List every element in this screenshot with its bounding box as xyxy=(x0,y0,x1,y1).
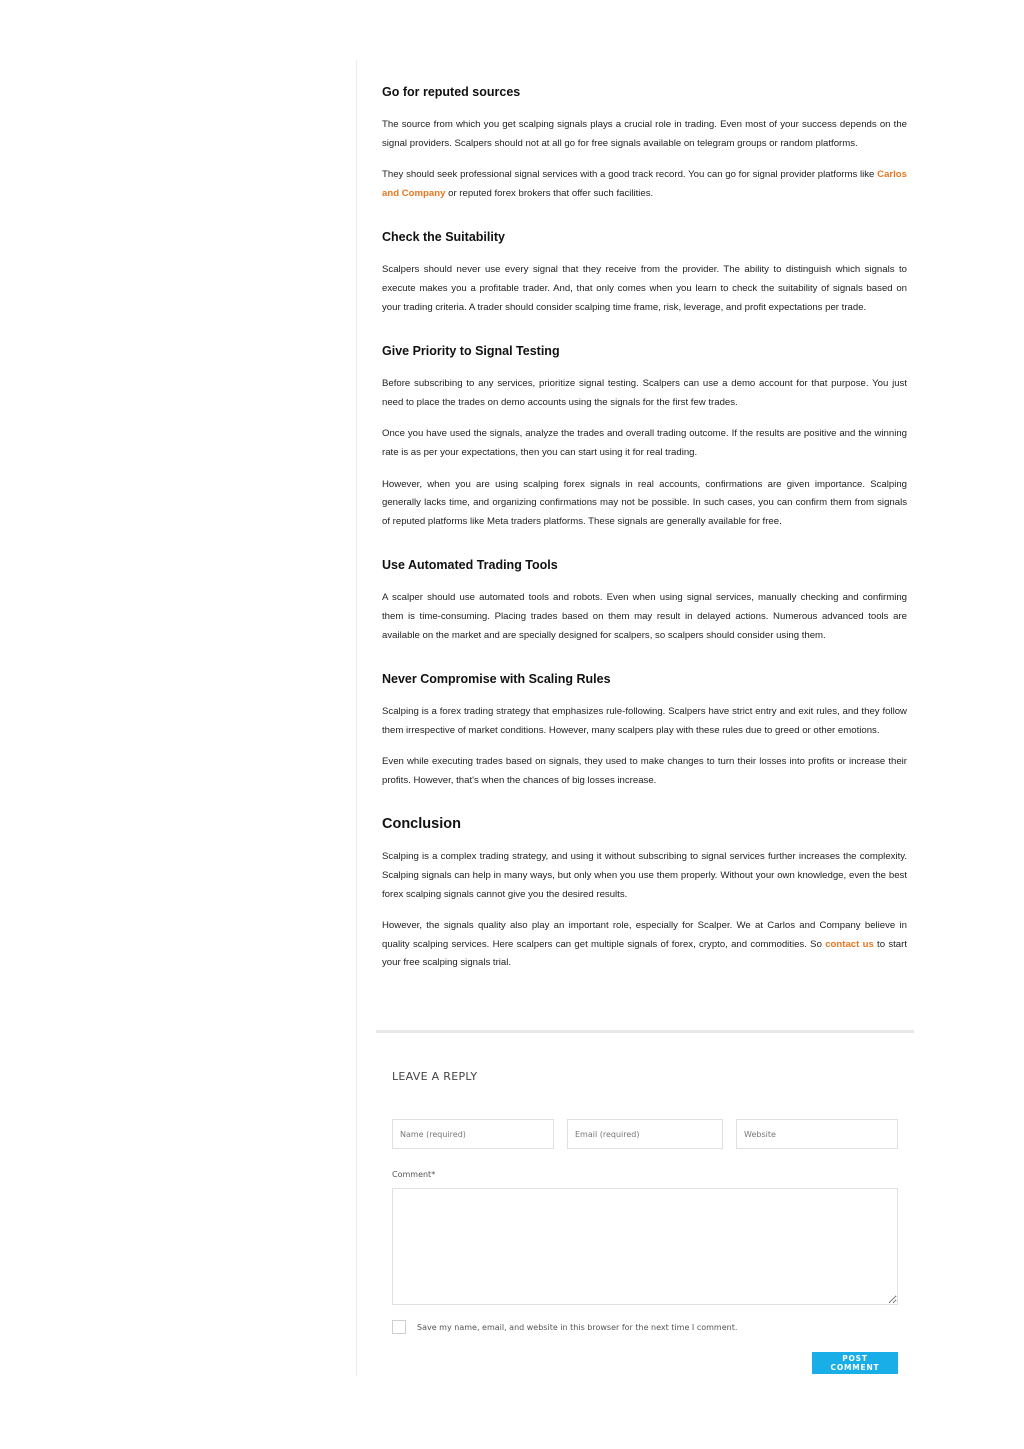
paragraph: Before subscribing to any services, prioritize signal testing. Scalpers can use a demo account for that purpose. You just need to place the trades on demo accounts using the signals for the first few trades. xyxy=(382,378,907,408)
paragraph: Scalping is a forex trading strategy that emphasizes rule-following. Scalpers have strict entry and exit rules, and they follow them irrespective of market conditions. However, many scalpers play with these rules due to greed or other emotions. xyxy=(382,706,907,736)
contact-us-link[interactable]: contact us xyxy=(825,938,874,950)
section-signal-testing xyxy=(382,337,907,531)
paragraph-text: However, the signals quality also play an important role, especially for Scalper. We at Carlos and Company believe in quality scalping services. Here scalpers can get multiple signals of forex, crypto, and commodities. So xyxy=(382,920,907,950)
section-heading: Never Compromise with Scaling Rules xyxy=(382,672,611,687)
paragraph: Even while executing trades based on signals, they used to make changes to turn their losses into profits or increase their profits. However, that's when the chances of big losses increase. xyxy=(382,756,907,786)
save-info-checkbox[interactable] xyxy=(392,1320,406,1334)
conclusion-heading: Conclusion xyxy=(382,816,461,833)
paragraph xyxy=(382,166,907,203)
section-conclusion xyxy=(382,810,907,973)
comment-label: Comment* xyxy=(392,1170,436,1179)
comment-textarea[interactable] xyxy=(392,1188,898,1305)
article-body xyxy=(382,78,907,993)
paragraph: The source from which you get scalping signals plays a crucial role in trading. Even most of your success depends on the signal providers. Scalpers should not at all go for free signals available on telegram groups or random platforms. xyxy=(382,119,907,149)
paragraph xyxy=(382,917,907,973)
paragraph: A scalper should use automated tools and robots. Even when using signal services, manually checking and confirming them is time-consuming. Placing trades based on them may result in delayed actions. Numerous advanced tools are available on the market and are specially designed for scalpers, so scalpers should consider using them. xyxy=(382,592,907,641)
reply-title: LEAVE A REPLY xyxy=(392,1070,478,1083)
paragraph-text: to start your free scalping signals trial. xyxy=(382,938,907,969)
section-check-suitability xyxy=(382,223,907,317)
section-heading: Use Automated Trading Tools xyxy=(382,558,558,573)
email-field[interactable] xyxy=(567,1119,723,1149)
article-end-divider xyxy=(376,1030,914,1033)
section-heading: Go for reputed sources xyxy=(382,85,521,99)
paragraph: Scalping is a complex trading strategy, and using it without subscribing to signal services further increases the complexity. Scalping signals can help in many ways, but only when you use them properly. Without your own knowledge, even the best forex scalping signals cannot give you the desired results. xyxy=(382,851,907,900)
website-field[interactable] xyxy=(736,1119,898,1149)
paragraph-text: They should seek professional signal services with a good track record. You can go for signal provider platforms like xyxy=(382,169,878,181)
paragraph-text: or reputed forex brokers that offer such facilities. xyxy=(445,187,654,199)
carlos-and-company-link[interactable]: Carlos and Company xyxy=(382,169,907,199)
post-comment-button[interactable]: POST COMMENT xyxy=(812,1352,898,1374)
save-info-row xyxy=(392,1319,737,1335)
paragraph: Once you have used the signals, analyze the trades and overall trading outcome. If the results are positive and the winning rate is as per your expectations, then you can start using it for real trading. xyxy=(382,428,907,458)
name-field[interactable] xyxy=(392,1119,554,1149)
paragraph: However, when you are using scalping forex signals in real accounts, confirmations are given importance. Scalping generally lacks time, and organizing confirmations may not be possible. In such cases, you can confirm them from signals of reputed platforms like Meta traders platforms. These signals are generally available for free. xyxy=(382,478,907,527)
section-heading: Give Priority to Signal Testing xyxy=(382,344,560,359)
save-info-label: Save my name, email, and website in this browser for the next time I comment. xyxy=(417,1322,738,1332)
section-reputed-sources xyxy=(382,78,907,203)
section-automated-tools xyxy=(382,551,907,645)
section-heading: Check the Suitability xyxy=(382,230,505,245)
section-scaling-rules xyxy=(382,665,907,790)
paragraph: Scalpers should never use every signal that they receive from the provider. The ability to distinguish which signals to execute makes you a profitable trader. And, that only comes when you learn to check the suitability of signals based on your trading criteria. A trader should consider scalping time frame, risk, leverage, and profit expectations per trade. xyxy=(382,264,907,313)
sidebar-divider xyxy=(356,60,357,1376)
